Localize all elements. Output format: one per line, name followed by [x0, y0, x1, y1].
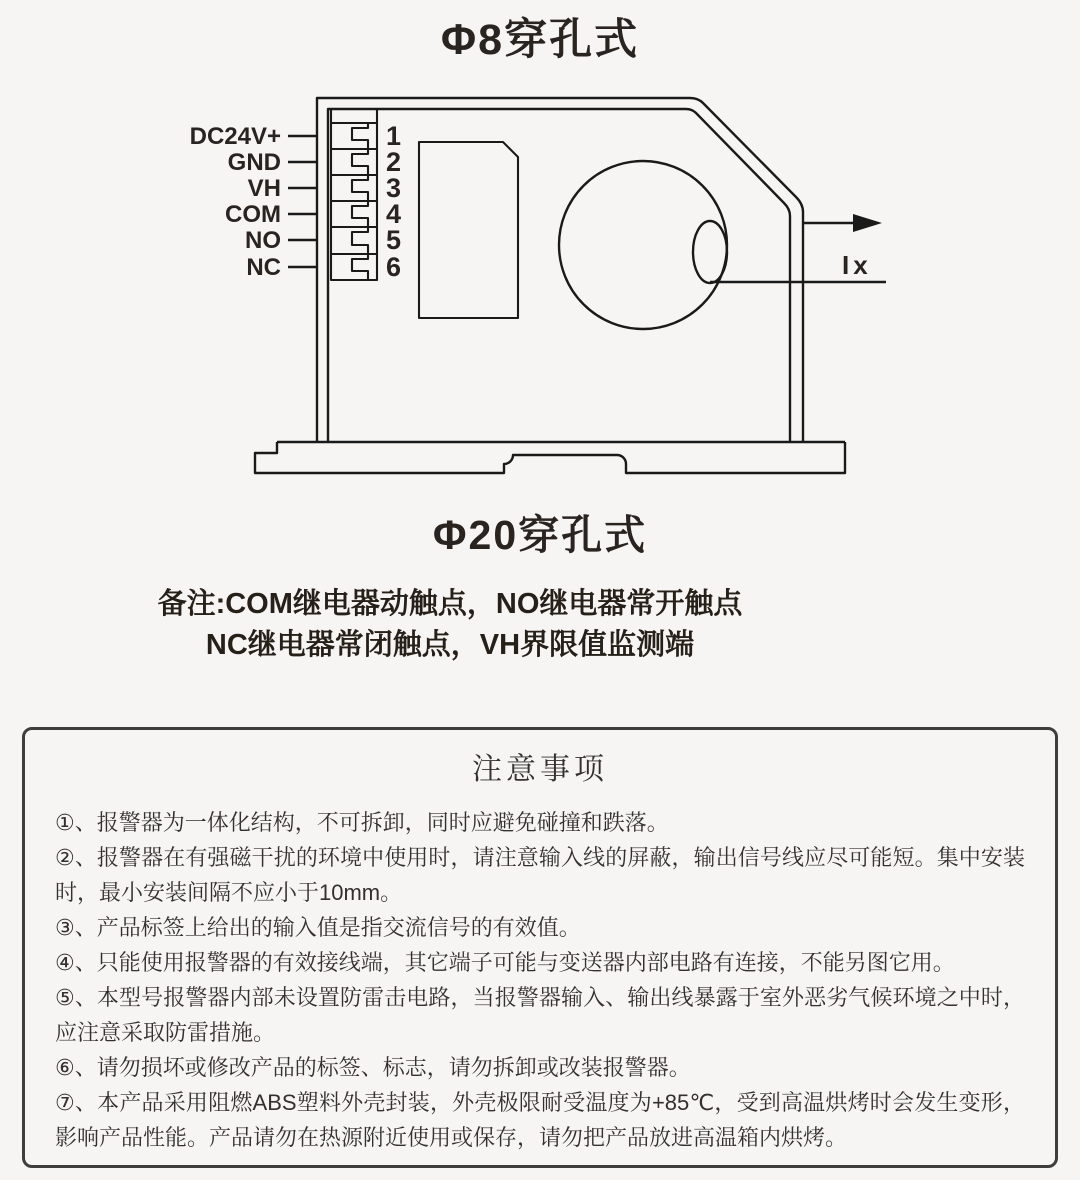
terminal-number-5: 5 — [386, 225, 402, 255]
terminal-clip-4 — [352, 201, 368, 227]
terminal-block-dividers — [331, 123, 377, 254]
current-label: Ix — [842, 250, 872, 280]
notice-item-list — [55, 805, 1025, 1155]
terminal-label-gnd: GND — [227, 149, 281, 176]
terminal-lead-lines — [288, 136, 317, 267]
notice-item-5: ⑤、本型号报警器内部未设置防雷击电路，当报警器输入、输出线暴露于室外恶劣气候环境之中时，应注意采取防雷措施。 — [55, 985, 1025, 1045]
notice-item-3: ③、产品标签上给出的输入值是指交流信号的有效值。 — [55, 915, 581, 940]
label-plate — [419, 142, 518, 318]
terminal-number-3: 3 — [386, 173, 402, 203]
section-title-phi8: Φ8穿孔式 — [440, 16, 640, 64]
current-arrow-head — [853, 214, 882, 232]
remark-line-1: 备注:COM继电器动触点，NO继电器常开触点 — [157, 588, 743, 620]
terminal-label-no: NO — [245, 227, 281, 254]
aperture-circle — [559, 161, 727, 329]
aperture-inner-ellipse — [693, 221, 727, 283]
terminal-label-com: COM — [225, 201, 281, 228]
terminal-clip-1 — [352, 123, 368, 149]
notice-title: 注意事项 — [472, 753, 608, 786]
remark-line-2: NC继电器常闭触点，VH界限值监测端 — [205, 629, 695, 661]
notice-item-6: ⑥、请勿损坏或修改产品的标签、标志，请勿拆卸或改装报警器。 — [55, 1055, 691, 1080]
notice-item-2: ②、报警器在有强磁干扰的环境中使用时，请注意输入线的屏蔽，输出信号线应尽可能短。集中安装时，最小安装间隔不应小于10mm。 — [55, 845, 1025, 905]
terminal-number-6: 6 — [386, 252, 402, 282]
terminal-clip-5 — [352, 227, 368, 254]
notice-item-7: ⑦、本产品采用阻燃ABS塑料外壳封装，外壳极限耐受温度为+85℃，受到高温烘烤时会发生变形，影响产品性能。产品请勿在热源附近使用或保存，请勿把产品放进高温箱内烘烤。 — [55, 1090, 1025, 1150]
terminal-clip-3 — [352, 175, 368, 201]
din-rail-base-outline — [255, 442, 845, 473]
terminal-label-vh: VH — [247, 175, 281, 202]
terminal-label-dc24v: DC24V+ — [189, 123, 281, 150]
notice-item-4: ④、只能使用报警器的有效接线端，其它端子可能与变送器内部电路有连接，不能另图它用。 — [55, 950, 955, 975]
notice-box — [22, 727, 1058, 1168]
terminal-label-nc: NC — [246, 254, 281, 281]
remark-note — [105, 584, 795, 666]
terminal-number-4: 4 — [386, 199, 402, 229]
notice-item-1: ①、报警器为一体化结构，不可拆卸，同时应避免碰撞和跌落。 — [55, 810, 669, 835]
terminal-clip-2 — [352, 149, 368, 175]
terminal-clip-6 — [352, 254, 368, 280]
terminal-number-2: 2 — [386, 147, 402, 177]
terminal-number-1: 1 — [386, 121, 402, 151]
section-title-phi20: Φ20穿孔式 — [432, 512, 648, 558]
